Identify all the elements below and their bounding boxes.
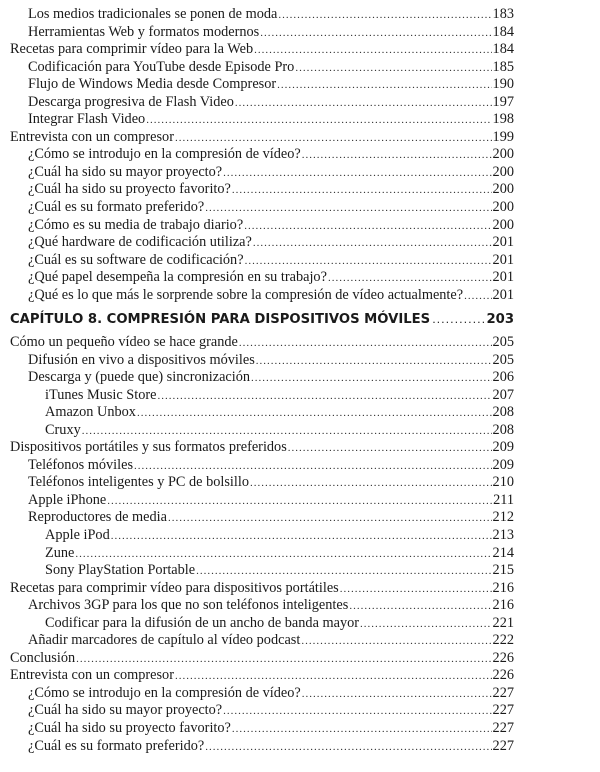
toc-entry[interactable]	[0, 527, 600, 545]
toc-entry-page: 214	[492, 544, 514, 561]
toc-entry-title: ¿Cómo se introdujo en la compresión de vídeo?	[28, 684, 301, 701]
toc-entry-page: 199	[492, 128, 514, 145]
toc-entry-page: 201	[492, 251, 514, 268]
dot-leader	[250, 475, 492, 493]
toc-entry-title: Codificación para YouTube desde Episode Pro	[28, 58, 295, 75]
toc-entry[interactable]	[0, 59, 600, 77]
toc-entry-title: Codificar para la difusión de un ancho de banda mayor	[45, 614, 360, 631]
toc-entry[interactable]	[0, 287, 600, 305]
toc-entry[interactable]	[0, 720, 600, 738]
toc-entry-page: 210	[492, 474, 514, 491]
toc-entry-title: Dispositivos portátiles y sus formatos preferidos	[10, 439, 287, 456]
dot-leader	[175, 130, 492, 148]
toc-entry-title: Cruxy	[45, 421, 81, 438]
dot-leader	[223, 165, 491, 183]
toc-entry-page: 200	[492, 216, 514, 233]
toc-entry-title: Sony PlayStation Portable	[45, 562, 196, 579]
dot-leader	[157, 388, 491, 406]
toc-entry-page: 200	[492, 199, 514, 216]
toc-entry-page: 209	[492, 439, 514, 456]
toc-entry[interactable]	[0, 269, 600, 287]
toc-entry-page: 215	[492, 562, 514, 579]
toc-entry[interactable]	[0, 738, 600, 756]
dot-leader	[277, 77, 491, 95]
dot-leader	[175, 668, 492, 686]
dot-leader	[302, 147, 492, 165]
toc-entry[interactable]	[0, 702, 600, 720]
dot-leader	[464, 288, 491, 306]
toc-entry[interactable]	[0, 24, 600, 42]
toc-entry-title: ¿Cuál ha sido su proyecto favorito?	[28, 181, 231, 198]
toc-entry-title: ¿Cuál es su software de codificación?	[28, 251, 244, 268]
toc-entry-page: 222	[492, 632, 514, 649]
toc-entry[interactable]	[0, 422, 600, 440]
dot-leader	[340, 581, 492, 599]
toc-entry-page: 227	[492, 720, 514, 737]
dot-leader	[168, 510, 492, 528]
dot-leader	[288, 440, 492, 458]
dot-leader	[301, 633, 491, 651]
toc-entry-title: ¿Qué es lo que más le sorprende sobre la compresión de vídeo actualmente?	[28, 286, 464, 303]
toc-entry[interactable]	[0, 474, 600, 492]
toc-entry[interactable]	[0, 146, 600, 164]
toc-entry[interactable]	[0, 41, 600, 59]
toc-section-chapter-8	[0, 334, 600, 755]
dot-leader	[232, 182, 492, 200]
dot-leader	[254, 42, 491, 60]
toc-entry-title: Cómo un pequeño vídeo se hace grande	[10, 334, 238, 350]
dot-leader	[146, 112, 491, 130]
toc-entry-title: ¿Cuál es su formato preferido?	[28, 737, 205, 754]
toc-entry[interactable]	[0, 404, 600, 422]
toc-entry-page: 197	[492, 93, 514, 110]
toc-entry-page: 201	[492, 286, 514, 303]
dot-leader	[134, 458, 492, 476]
toc-entry-title: ¿Cómo es su media de trabajo diario?	[28, 216, 244, 233]
toc-entry[interactable]	[0, 6, 600, 24]
toc-entry-page: 200	[492, 181, 514, 198]
toc-entry[interactable]	[0, 217, 600, 235]
toc-entry[interactable]	[0, 667, 600, 685]
toc-entry-page: 227	[492, 684, 514, 701]
dot-leader	[137, 405, 492, 423]
toc-entry-page: 227	[492, 702, 514, 719]
toc-entry-page: 226	[492, 667, 514, 684]
dot-leader	[239, 335, 492, 353]
dot-leader	[253, 235, 492, 253]
toc-entry[interactable]	[0, 76, 600, 94]
toc-entry-title: Recetas para comprimir vídeo para dispositivos portátiles	[10, 579, 339, 596]
toc-entry-title: Añadir marcadores de capítulo al vídeo podcast	[28, 632, 301, 649]
toc-entry-title: Recetas para comprimir vídeo para la Web	[10, 41, 254, 58]
toc-entry-page: 221	[492, 614, 514, 631]
toc-entry[interactable]	[0, 387, 600, 405]
chapter-heading[interactable]	[10, 310, 514, 330]
toc-entry[interactable]	[0, 252, 600, 270]
dot-leader	[360, 616, 492, 634]
dot-leader	[223, 703, 491, 721]
toc-entry-title: Difusión en vivo a dispositivos móviles	[28, 351, 255, 368]
toc-entry-page: 211	[493, 491, 514, 508]
toc-entry-page: 212	[492, 509, 514, 526]
toc-entry[interactable]	[0, 334, 600, 352]
dot-leader	[260, 25, 491, 43]
toc-entry-title: ¿Cuál es su formato preferido?	[28, 199, 205, 216]
toc-entry[interactable]	[0, 615, 600, 633]
toc-entry-title: ¿Cuál ha sido su mayor proyecto?	[28, 702, 223, 719]
toc-entry-title: ¿Qué hardware de codificación utiliza?	[28, 234, 252, 251]
toc-entry-page: 216	[492, 597, 514, 614]
toc-entry-title: Integrar Flash Video	[28, 111, 146, 128]
toc-entry-page: 205	[492, 334, 514, 350]
toc-entry-title: Archivos 3GP para los que no son teléfonos inteligentes	[28, 597, 349, 614]
toc-entry[interactable]	[0, 580, 600, 598]
toc-entry-page: 200	[492, 146, 514, 163]
toc-entry[interactable]	[0, 509, 600, 527]
toc-entry[interactable]	[0, 597, 600, 615]
toc-entry-page: 185	[492, 58, 514, 75]
toc-entry[interactable]	[0, 181, 600, 199]
dot-leader	[205, 739, 491, 757]
toc-entry-title: Flujo de Windows Media desde Compresor	[28, 76, 277, 93]
dot-leader	[251, 370, 492, 388]
toc-entry-title: Entrevista con un compresor	[10, 667, 174, 684]
dot-leader	[302, 686, 492, 704]
toc-entry-title: ¿Cómo se introdujo en la compresión de vídeo?	[28, 146, 301, 163]
toc-entry[interactable]	[0, 352, 600, 370]
dot-leader	[75, 546, 491, 564]
dot-leader	[196, 563, 491, 581]
dot-leader	[232, 721, 492, 739]
toc-entry-title: Zune	[45, 544, 75, 561]
toc-entry-page: 216	[492, 579, 514, 596]
toc-entry-page: 184	[492, 41, 514, 58]
toc-entry[interactable]	[0, 234, 600, 252]
toc-entry-title: ¿Qué papel desempeña la compresión en su trabajo?	[28, 269, 327, 286]
dot-leader	[328, 270, 492, 288]
toc-entry-page: 207	[492, 386, 514, 403]
chapter-title: CAPÍTULO 8. COMPRESIÓN PARA DISPOSITIVOS MÓVILES	[10, 312, 431, 327]
toc-entry-page: 183	[492, 6, 514, 22]
toc-entry-title: Los medios tradicionales se ponen de moda	[28, 6, 278, 22]
toc-entry[interactable]	[0, 129, 600, 147]
toc-entry-page: 208	[492, 404, 514, 421]
toc-entry[interactable]	[0, 439, 600, 457]
toc-entry-title: Conclusión	[10, 649, 76, 666]
toc-entry-title: Descarga y (puede que) sincronización	[28, 369, 251, 386]
dot-leader	[235, 95, 492, 113]
toc-entry-page: 190	[492, 76, 514, 93]
dot-leader	[349, 598, 491, 616]
toc-entry-page: 208	[492, 421, 514, 438]
toc-entry-title: Descarga progresiva de Flash Video	[28, 93, 234, 110]
dot-leader	[278, 7, 491, 25]
toc-entry[interactable]	[0, 650, 600, 668]
dot-leader	[244, 218, 491, 236]
toc-entry-title: Apple iPod	[45, 527, 110, 544]
toc-entry-page: 206	[492, 369, 514, 386]
toc-entry[interactable]	[0, 369, 600, 387]
dot-leader	[295, 60, 491, 78]
toc-entry-title: Amazon Unbox	[45, 404, 136, 421]
toc-entry-title: Teléfonos móviles	[28, 456, 134, 473]
toc-entry-page: 226	[492, 649, 514, 666]
toc-entry-title: Herramientas Web y formatos modernos	[28, 23, 260, 40]
toc-entry[interactable]	[0, 492, 600, 510]
toc-entry[interactable]	[0, 632, 600, 650]
toc-entry-page: 227	[492, 737, 514, 754]
dot-leader	[111, 528, 492, 546]
toc-entry[interactable]	[0, 685, 600, 703]
dot-leader	[432, 310, 484, 330]
chapter-page: 203	[486, 312, 514, 327]
toc-entry-page: 213	[492, 527, 514, 544]
toc-entry-page: 200	[492, 163, 514, 180]
toc-entry[interactable]	[0, 199, 600, 217]
toc-entry-page: 184	[492, 23, 514, 40]
toc-entry-page: 209	[492, 456, 514, 473]
toc-entry-title: Apple iPhone	[28, 491, 107, 508]
dot-leader	[76, 651, 491, 669]
toc-entry[interactable]	[0, 545, 600, 563]
toc-section-previous-chapter	[0, 6, 600, 304]
dot-leader	[245, 253, 492, 271]
toc-entry-page: 201	[492, 234, 514, 251]
toc-entry-title: ¿Cuál ha sido su mayor proyecto?	[28, 163, 223, 180]
toc-entry-title: Entrevista con un compresor	[10, 128, 174, 145]
toc-entry-title: Teléfonos inteligentes y PC de bolsillo	[28, 474, 249, 491]
dot-leader	[256, 353, 492, 371]
toc-entry-title: iTunes Music Store	[45, 386, 157, 403]
toc-entry[interactable]	[0, 164, 600, 182]
toc-entry-page: 201	[492, 269, 514, 286]
toc-entry[interactable]	[0, 562, 600, 580]
dot-leader	[205, 200, 491, 218]
toc-entry[interactable]	[0, 94, 600, 112]
dot-leader	[82, 423, 492, 441]
dot-leader	[107, 493, 492, 511]
toc-entry-page: 198	[492, 111, 514, 128]
toc-entry-page: 205	[492, 351, 514, 368]
toc-entry-title: Reproductores de media	[28, 509, 167, 526]
toc-entry[interactable]	[0, 457, 600, 475]
toc-entry[interactable]	[0, 111, 600, 129]
toc-entry-title: ¿Cuál ha sido su proyecto favorito?	[28, 720, 231, 737]
